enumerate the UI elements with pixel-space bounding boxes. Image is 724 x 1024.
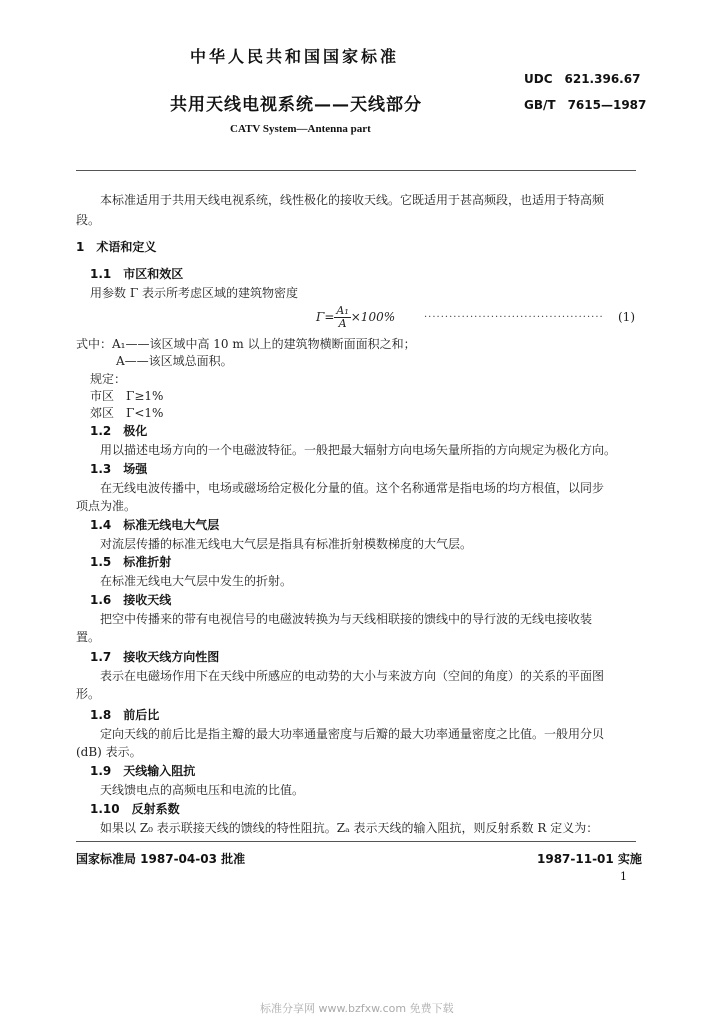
formula-rhs: ×100%: [350, 310, 396, 324]
formula-denominator: A: [338, 317, 347, 330]
section-1-3-text-2: 项点为准。: [76, 499, 137, 513]
section-1-6-heading: 1.6 接收天线: [90, 593, 172, 607]
section-1-8-text-2: (dB) 表示。: [76, 745, 142, 759]
section-1-heading: 1 术语和定义: [76, 240, 157, 254]
rule-label: 规定：: [90, 372, 127, 386]
section-1-8-heading: 1.8 前后比: [90, 708, 160, 722]
section-1-6-text-2: 置。: [76, 630, 101, 644]
section-1-8-text-1: 定向天线的前后比是指主瓣的最大功率通量密度与后瓣的最大功率通量密度之比值。一般用分贝: [100, 727, 605, 741]
section-1-9-text: 天线馈电点的高频电压和电流的比值。: [100, 783, 305, 797]
watermark-text: 标准分享网 www.bzfxw.com 免费下载: [260, 1002, 454, 1015]
page-number: 1: [620, 870, 627, 883]
formula-1: [316, 305, 395, 330]
section-1-9-heading: 1.9 天线输入阻抗: [90, 764, 196, 778]
where-line-1: 式中：A₁——该区域中高 10 m 以上的建筑物横断面面积之和；: [76, 337, 416, 351]
section-1-3-heading: 1.3 场强: [90, 462, 148, 476]
section-1-7-text-2: 形。: [76, 687, 101, 701]
section-1-4-heading: 1.4 标准无线电大气层: [90, 518, 220, 532]
formula-leader: ···········································: [424, 312, 604, 323]
section-1-10-heading: 1.10 反射系数: [90, 802, 180, 816]
standard-number: GB/T 7615—1987: [524, 98, 647, 112]
section-1-2-heading: 1.2 极化: [90, 424, 148, 438]
where-line-2: A——该区域总面积。: [116, 354, 233, 368]
udc-code: UDC 621.396.67: [524, 72, 641, 86]
intro-line-1: 本标准适用于共用天线电视系统，线性极化的接收天线。它既适用于甚高频段，也适用于特高频: [100, 193, 605, 207]
footer-divider: [76, 841, 636, 842]
section-1-7-heading: 1.7 接收天线方向性图: [90, 650, 220, 664]
section-1-1-heading: 1.1 市区和效区: [90, 267, 184, 281]
formula-fraction: [334, 305, 350, 330]
section-1-5-heading: 1.5 标准折射: [90, 555, 172, 569]
section-1-2-text: 用以描述电场方向的一个电磁波特征。一般把最大辐射方向电场矢量所指的方向规定为极化方向。: [100, 443, 617, 457]
section-1-3-text-1: 在无线电波传播中，电场或磁场给定极化分量的值。这个名称通常是指电场的均方根值，以同步: [100, 481, 605, 495]
header-divider: [76, 170, 636, 171]
section-1-10-text: 如果以 Z₀ 表示联接天线的馈线的特性阻抗。Zₐ 表示天线的输入阻抗，则反射系数 R 定义为：: [100, 821, 599, 835]
section-1-1-text: 用参数 Γ 表示所考虑区域的建筑物密度: [90, 286, 298, 300]
rule-suburb: 郊区 Γ<1%: [90, 406, 164, 420]
formula-lhs: Γ=: [316, 310, 335, 324]
section-1-6-text-1: 把空中传播来的带有电视信号的电磁波转换为与天线相联接的馈线中的导行波的无线电接收装: [100, 612, 593, 626]
formula-number: (1): [618, 310, 635, 324]
section-1-4-text: 对流层传播的标准无线电大气层是指具有标准折射模数梯度的大气层。: [100, 537, 473, 551]
standard-name: 中华人民共和国国家标准: [190, 47, 400, 66]
implementation-date: 1987-11-01 实施: [537, 852, 642, 866]
section-1-5-text: 在标准无线电大气层中发生的折射。: [100, 574, 293, 588]
rule-urban: 市区 Γ≥1%: [90, 389, 164, 403]
formula-numerator: A₁: [336, 304, 349, 317]
document-title: 共用天线电视系统——天线部分: [170, 95, 422, 115]
approval-date: 国家标准局 1987-04-03 批准: [76, 852, 246, 866]
section-1-7-text-1: 表示在电磁场作用下在天线中所感应的电动势的大小与来波方向（空间的角度）的关系的平面图: [100, 669, 605, 683]
english-title: CATV System—Antenna part: [230, 123, 371, 135]
intro-line-2: 段。: [76, 213, 101, 227]
